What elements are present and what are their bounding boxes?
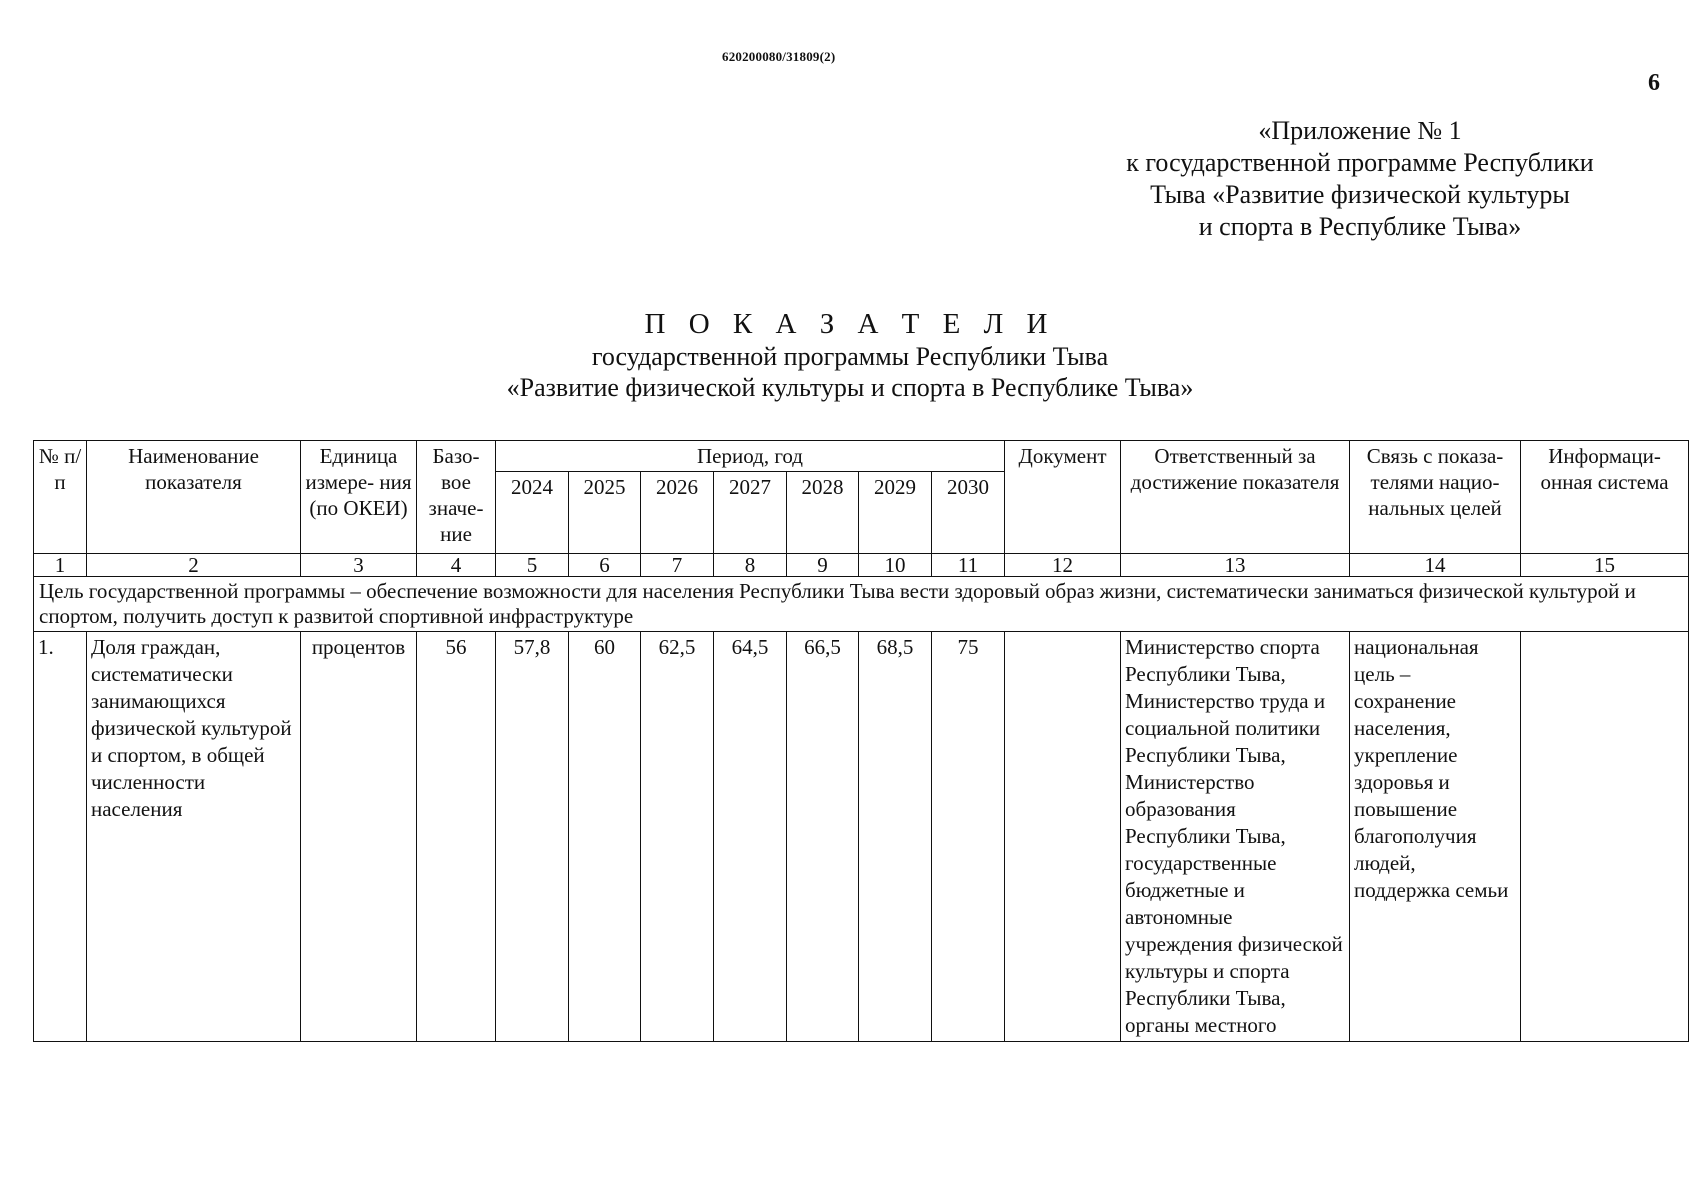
column-number: 4 [417,554,496,577]
header-row [34,441,1689,472]
page-number: 6 [1648,70,1660,96]
heading-subtitle: государственной программы Республики Тыва [591,342,1109,371]
row-base: 56 [417,632,496,1042]
document-heading [300,307,1400,403]
column-number: 5 [496,554,569,577]
header-responsible: Ответственный за достижение показателя [1121,441,1350,554]
header-year: 2027 [714,472,787,554]
column-number: 7 [641,554,714,577]
appendix-line: к государственной программе Республики [1126,148,1594,177]
column-numbers-row [34,554,1689,577]
header-name: Наименование показателя [87,441,301,554]
row-name: Доля граждан, систематически занимающихся физической культурой и спортом, в общей численности населения [87,632,301,1042]
row-value: 62,5 [641,632,714,1042]
goal-row [34,577,1689,632]
column-number: 1 [34,554,87,577]
header-year: 2030 [932,472,1005,554]
row-info-system [1521,632,1689,1042]
table-row [34,632,1689,1042]
column-number: 15 [1521,554,1689,577]
row-unit: процентов [301,632,417,1042]
row-value: 66,5 [787,632,859,1042]
heading-subtitle: «Развитие физической культуры и спорта в Республике Тыва» [506,373,1194,402]
appendix-line: и спорта в Республике Тыва» [1198,212,1522,241]
header-document: Документ [1005,441,1121,554]
appendix-line: «Приложение № 1 [1258,116,1462,145]
header-info-system: Информаци- онная система [1521,441,1689,554]
column-number: 8 [714,554,787,577]
header-unit: Единица измере- ния (по ОКЕИ) [301,441,417,554]
column-number: 11 [932,554,1005,577]
row-value: 68,5 [859,632,932,1042]
column-number: 14 [1350,554,1521,577]
column-number: 10 [859,554,932,577]
row-value: 57,8 [496,632,569,1042]
column-number: 12 [1005,554,1121,577]
header-year: 2026 [641,472,714,554]
header-period: Период, год [496,441,1005,472]
row-link: национальная цель – сохранение населения, укрепление здоровья и повышение благополучия людей, поддержка семьи [1350,632,1521,1042]
heading-title: П О К А З А Т Е Л И [644,308,1056,340]
appendix-line: Тыва «Развитие физической культуры [1150,180,1570,209]
row-value: 75 [932,632,1005,1042]
appendix-note [1120,115,1600,243]
row-value: 60 [569,632,641,1042]
row-value: 64,5 [714,632,787,1042]
header-year: 2024 [496,472,569,554]
program-goal: Цель государственной программы – обеспечение возможности для населения Республики Тыва вести здоровый образ жизни, систематически заниматься физической культурой и спортом, получить доступ к развитой спортивной инфраструктуре [34,577,1689,632]
column-number: 13 [1121,554,1350,577]
header-num: № п/п [34,441,87,554]
header-year: 2029 [859,472,932,554]
row-num: 1. [34,632,87,1042]
header-year: 2028 [787,472,859,554]
column-number: 3 [301,554,417,577]
indicators-table [33,440,1689,1042]
column-number: 9 [787,554,859,577]
header-year: 2025 [569,472,641,554]
header-base: Базо- вое значе- ние [417,441,496,554]
document-code: 620200080/31809(2) [722,49,836,64]
row-responsible: Министерство спорта Республики Тыва, Министерство труда и социальной политики Республики Тыва, Министерство образования Республики Тыва, государственные бюджетные и автономные учреждения физической культуры и спорта Республики Тыва, органы местного [1121,632,1350,1042]
header-link: Связь с показа- телями нацио- нальных целей [1350,441,1521,554]
column-number: 2 [87,554,301,577]
row-document [1005,632,1121,1042]
column-number: 6 [569,554,641,577]
